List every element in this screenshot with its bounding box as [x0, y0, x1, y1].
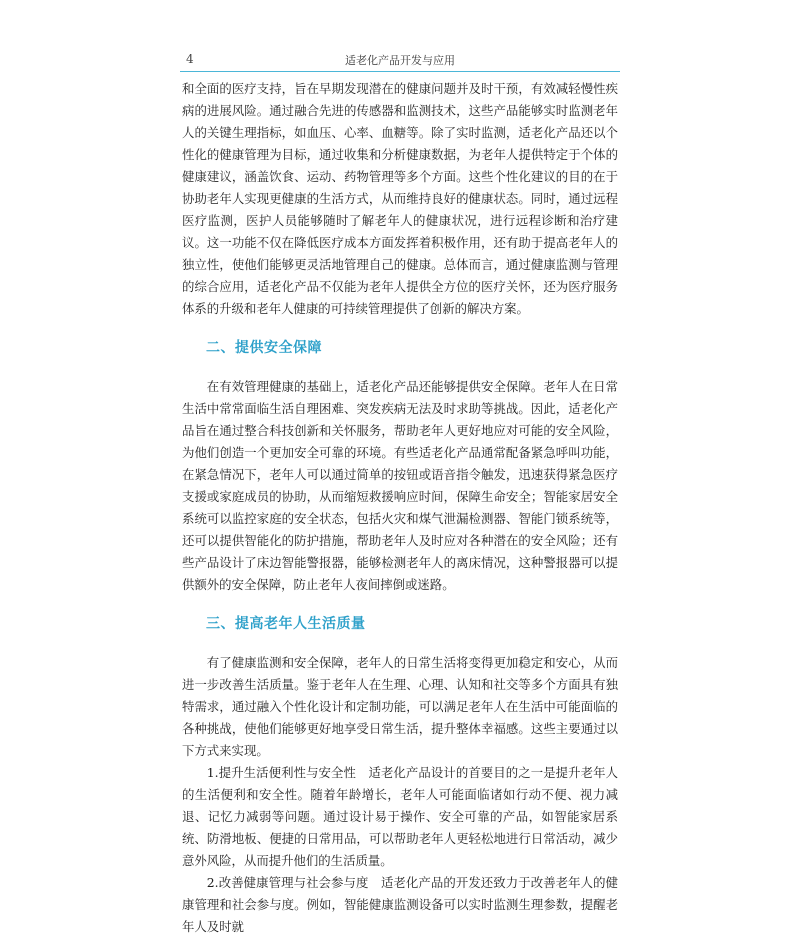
paragraph-safety: 在有效管理健康的基础上，适老化产品还能够提供安全保障。老年人在日常生活中常常面临生活自理困难、突发疾病无法及时求助等挑战。因此，适老化产品旨在通过整合科技创新和关怀服务，帮助老年人更好地应对可能的安全风险，为他们创造一个更加安全可靠的环境。有些适老化产品通常配备紧急呼叫功能，在紧急情况下，老年人可以通过简单的按钮或语音指令触发，迅速获得紧急医疗支援或家庭成员的协助，从而缩短救援响应时间，保障生命安全；智能家居安全系统可以监控家庭的安全状态，包括火灾和煤气泄漏检测器、智能门锁系统等，还可以提供智能化的防护措施，帮助老年人及时应对各种潜在的安全风险；还有些产品设计了床边智能警报器，能够检测老年人的离床情况，这种警报器可以提供额外的安全保障，防止老年人夜间摔倒或迷路。 — [182, 379, 618, 592]
page-number: 4 — [186, 52, 194, 66]
page-header — [180, 52, 620, 70]
paragraph-quality-intro: 有了健康监测和安全保障，老年人的日常生活将变得更加稳定和安心，从而进一步改善生活质量。鉴于老年人在生理、心理、认知和社交等多个方面具有独特需求，通过融入个性化设计和定制功能，可以满足老年人在生活中可能面临的各种挑战，使他们能够更好地享受日常生活，提升整体幸福感。这些主要通过以下方式来实现。 — [182, 655, 618, 758]
section-heading-safety: 二、提供安全保障 — [206, 340, 322, 356]
body-text — [182, 78, 618, 938]
paragraph-health-social: 2.改善健康管理与社会参与度 适老化产品的开发还致力于改善老年人的健康管理和社会参与度。例如，智能健康监测设备可以实时监测生理参数，提醒老年人及时就 — [182, 875, 618, 934]
section-heading-quality-of-life: 三、提高老年人生活质量 — [206, 616, 366, 632]
header-rule — [180, 71, 620, 72]
paragraph-continued: 和全面的医疗支持，旨在早期发现潜在的健康问题并及时干预，有效减轻慢性疾病的进展风险。通过融合先进的传感器和监测技术，这些产品能够实时监测老年人的关键生理指标，如血压、心率、血糖等。除了实时监测，适老化产品还以个性化的健康管理为目标，通过收集和分析健康数据，为老年人提供特定于个体的健康建议，涵盖饮食、运动、药物管理等多个方面。这些个性化建议的目的在于协助老年人实现更健康的生活方式，从而维持良好的健康状态。同时，通过远程医疗监测，医护人员能够随时了解老年人的健康状况，进行远程诊断和治疗建议。这一功能不仅在降低医疗成本方面发挥着积极作用，还有助于提高老年人的独立性，使他们能够更灵活地管理自己的健康。总体而言，通过健康监测与管理的综合应用，适老化产品不仅能为老年人提供全方位的医疗关怀，还为医疗服务体系的升级和老年人健康的可持续管理提供了创新的解决方案。 — [182, 81, 618, 316]
running-title: 适老化产品开发与应用 — [345, 54, 455, 67]
paragraph-convenience-safety: 1.提升生活便利性与安全性 适老化产品设计的首要目的之一是提升老年人的生活便利和安全性。随着年龄增长，老年人可能面临诸如行动不便、视力减退、记忆力减弱等问题。通过设计易于操作、安全可靠的产品，如智能家居系统、防滑地板、便捷的日常用品，可以帮助老年人更轻松地进行日常活动，减少意外风险，从而提升他们的生活质量。 — [182, 765, 618, 868]
